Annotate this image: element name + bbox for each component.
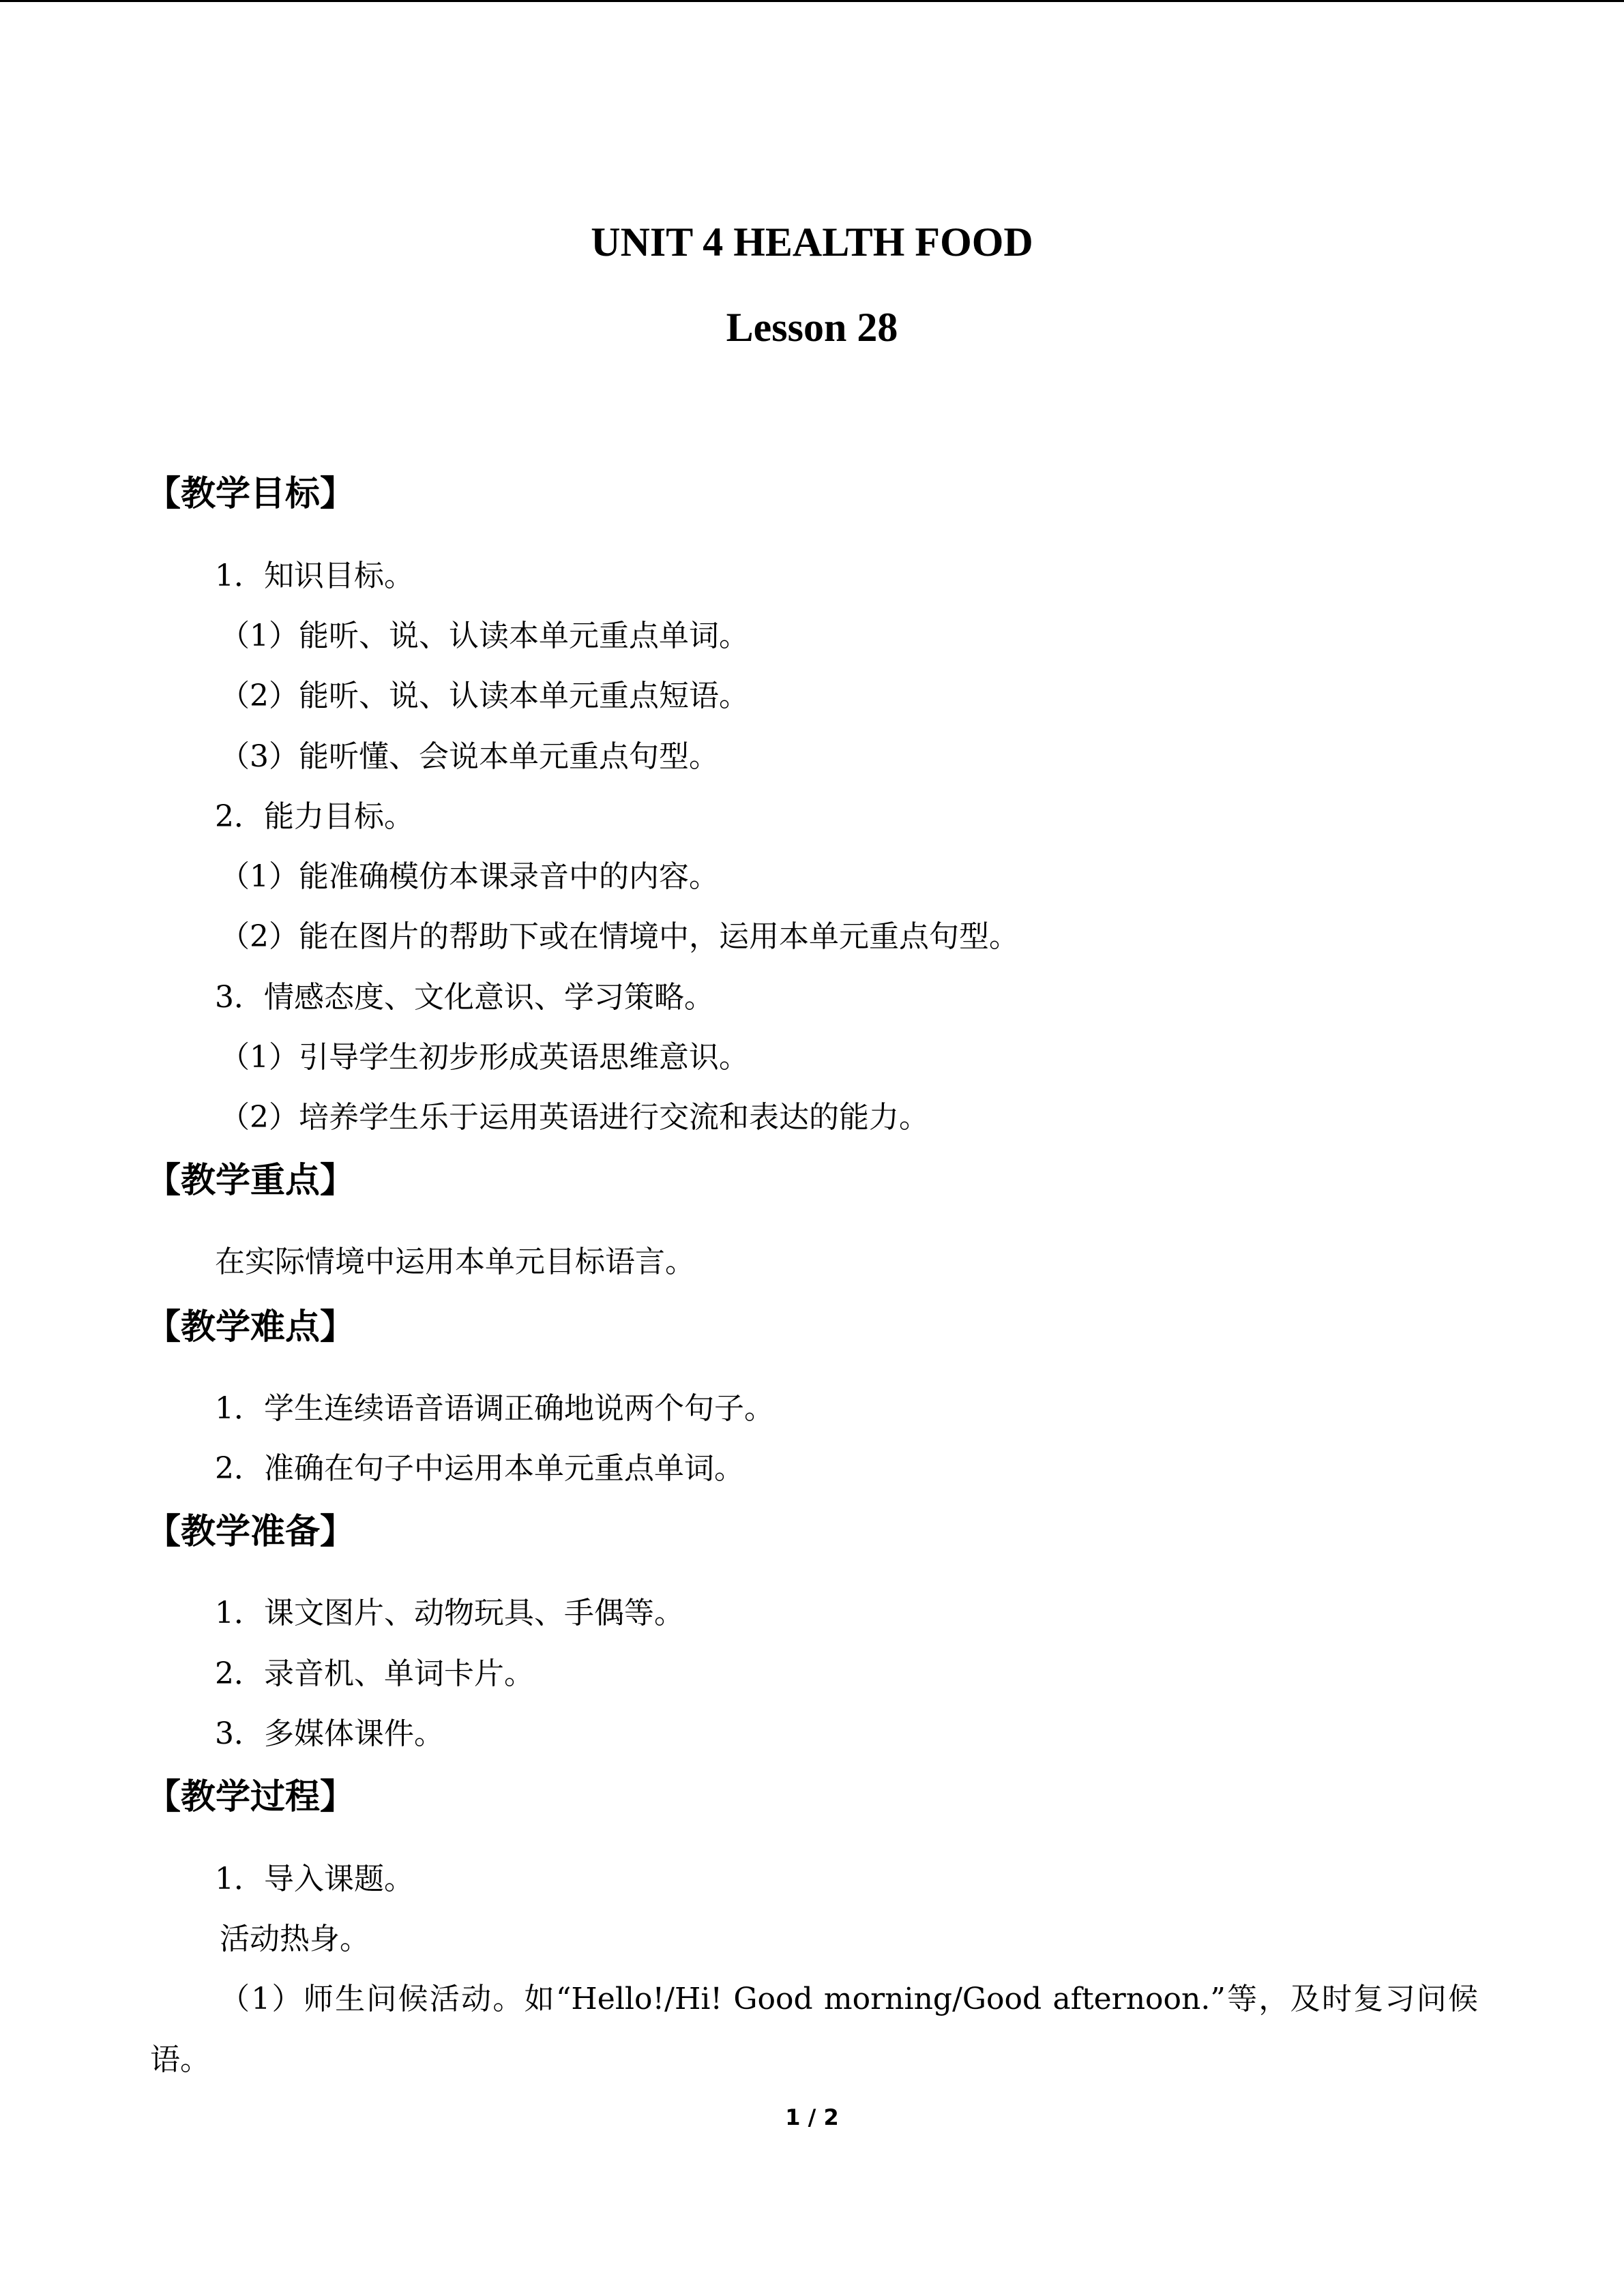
- process-line: 1．导入课题。: [215, 1862, 414, 1896]
- document-subtitle: Lesson 28: [726, 305, 898, 350]
- process-line: 活动热身。: [220, 1922, 370, 1956]
- difficulty-line: 2．准确在句子中运用本单元重点单词。: [215, 1451, 744, 1486]
- difficulty-line: 1．学生连续语音语调正确地说两个句子。: [215, 1391, 774, 1426]
- objective-line: （3）能听懂、会说本单元重点句型。: [220, 739, 719, 774]
- objective-line: （1）引导学生初步形成英语思维意识。: [220, 1040, 749, 1075]
- objective-line: （1）能听、说、认读本单元重点单词。: [220, 618, 749, 653]
- section-heading-objectives: 【教学目标】: [146, 474, 355, 514]
- process-line-continued: 语。: [150, 2042, 210, 2077]
- process-line: （1）师生问候活动。如“Hello!/Hi! Good morning/Good afternoon.”等，及时复习问候: [220, 1982, 1478, 2016]
- section-heading-key-points: 【教学重点】: [146, 1161, 355, 1201]
- objective-line: （2）能听、说、认读本单元重点短语。: [220, 679, 749, 713]
- preparation-line: 1．课文图片、动物玩具、手偶等。: [215, 1596, 684, 1630]
- preparation-line: 3．多媒体课件。: [215, 1716, 444, 1751]
- objective-line: 3．情感态度、文化意识、学习策略。: [215, 980, 714, 1015]
- objective-line: 1．知识目标。: [215, 558, 414, 593]
- objective-line: （2）能在图片的帮助下或在情境中，运用本单元重点句型。: [220, 919, 1019, 954]
- objective-line: （2）培养学生乐于运用英语进行交流和表达的能力。: [220, 1100, 929, 1135]
- document-title: UNIT 4 HEALTH FOOD: [591, 220, 1033, 265]
- section-heading-preparation: 【教学准备】: [146, 1512, 355, 1552]
- preparation-line: 2．录音机、单词卡片。: [215, 1656, 534, 1691]
- key-point-line: 在实际情境中运用本单元目标语言。: [215, 1244, 695, 1279]
- page-number: 1 / 2: [785, 2104, 839, 2130]
- section-heading-difficulties: 【教学难点】: [146, 1307, 355, 1347]
- objective-line: 2．能力目标。: [215, 799, 414, 834]
- section-heading-process: 【教学过程】: [146, 1777, 355, 1817]
- objective-line: （1）能准确模仿本课录音中的内容。: [220, 859, 719, 894]
